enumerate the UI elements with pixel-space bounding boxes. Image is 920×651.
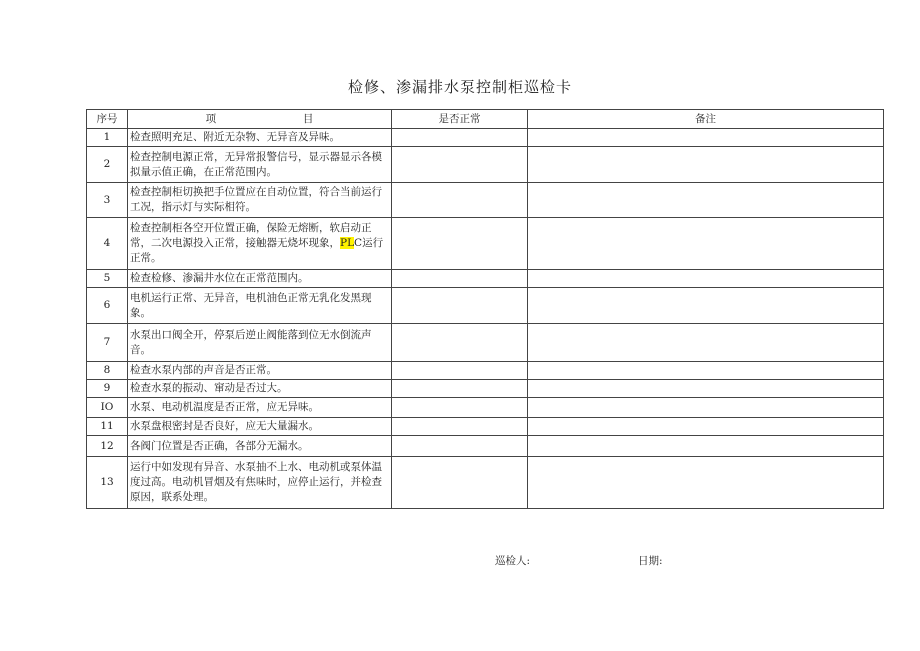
row-remark-cell[interactable] (528, 183, 884, 218)
table-row (87, 436, 884, 457)
row-index: 1 (87, 129, 128, 147)
row-remark-cell[interactable] (528, 436, 884, 457)
row-item-text: 检查水泵内部的声音是否正常。 (128, 362, 392, 380)
table-header-row (87, 110, 884, 129)
highlighted-text: PL (340, 237, 355, 249)
row-remark-cell[interactable] (528, 380, 884, 398)
header-item-part2: 目 (302, 112, 314, 125)
row-item-text: 电机运行正常、无异音，电机油色正常无乳化发黑现象。 (128, 288, 392, 324)
row-index: 5 (87, 270, 128, 288)
row-item-text: 水泵出口阀全开，停泵后逆止阀能落到位无水倒流声音。 (128, 324, 392, 362)
row-index: 8 (87, 362, 128, 380)
row-item-text: 检查控制柜切换把手位置应在自动位置，符合当前运行工况，指示灯与实际相符。 (128, 183, 392, 218)
row-remark-cell[interactable] (528, 362, 884, 380)
row-normal-cell[interactable] (392, 147, 528, 183)
row-normal-cell[interactable] (392, 436, 528, 457)
table-row (87, 218, 884, 270)
date-label: 日期: (638, 555, 663, 567)
row-normal-cell[interactable] (392, 457, 528, 509)
row-index: 6 (87, 288, 128, 324)
table-row (87, 129, 884, 147)
header-item-part1: 项 (205, 112, 217, 125)
row-index: 2 (87, 147, 128, 183)
row-item-text: 水泵、电动机温度是否正常，应无异味。 (128, 398, 392, 418)
row-item-text: 检查检修、渗漏井水位在正常范围内。 (128, 270, 392, 288)
row-normal-cell[interactable] (392, 324, 528, 362)
row-remark-cell[interactable] (528, 398, 884, 418)
inspection-table (86, 109, 884, 509)
row-index: 12 (87, 436, 128, 457)
header-normal: 是否正常 (392, 110, 528, 129)
row-item-text: 检查照明充足、附近无杂物、无异音及异味。 (128, 129, 392, 147)
row-index: 3 (87, 183, 128, 218)
row-normal-cell[interactable] (392, 418, 528, 436)
row-remark-cell[interactable] (528, 129, 884, 147)
table-row (87, 418, 884, 436)
inspector-label: 巡检人: (495, 555, 531, 567)
header-index: 序号 (87, 110, 128, 129)
row-item-text: 水泵盘根密封是否良好，应无大量漏水。 (128, 418, 392, 436)
row-normal-cell[interactable] (392, 362, 528, 380)
row-item-text: 检查控制电源正常，无异常报警信号，显示器显示各模拟量示值正确，在正常范围内。 (128, 147, 392, 183)
row-remark-cell[interactable] (528, 147, 884, 183)
row-normal-cell[interactable] (392, 270, 528, 288)
row-item-text: 检查水泵的振动、窜动是否过大。 (128, 380, 392, 398)
row-item-text (128, 218, 392, 270)
table-row (87, 270, 884, 288)
row-index: 4 (87, 218, 128, 270)
row-remark-cell[interactable] (528, 418, 884, 436)
row-normal-cell[interactable] (392, 129, 528, 147)
table-row (87, 398, 884, 418)
table-row (87, 362, 884, 380)
row-index: 13 (87, 457, 128, 509)
table-row (87, 183, 884, 218)
row-remark-cell[interactable] (528, 324, 884, 362)
row-item-text-part: 检查控制柜各空开位置正确，保险无熔断，软启动正常，二次电源投入正常，接触器无烧坏现象， (130, 222, 372, 249)
row-index: 7 (87, 324, 128, 362)
row-index: 11 (87, 418, 128, 436)
row-remark-cell[interactable] (528, 270, 884, 288)
row-normal-cell[interactable] (392, 183, 528, 218)
table-row (87, 380, 884, 398)
row-remark-cell[interactable] (528, 218, 884, 270)
row-normal-cell[interactable] (392, 398, 528, 418)
table-row (87, 457, 884, 509)
row-remark-cell[interactable] (528, 457, 884, 509)
row-normal-cell[interactable] (392, 288, 528, 324)
table-row (87, 147, 884, 183)
row-index: IO (87, 398, 128, 418)
row-item-text-part: C运行正常。 (130, 237, 384, 264)
table-row (87, 288, 884, 324)
row-item-text: 各阀门位置是否正确，各部分无漏水。 (128, 436, 392, 457)
page-title: 检修、渗漏排水泵控制柜巡检卡 (347, 78, 572, 96)
header-item (128, 110, 392, 129)
row-index: 9 (87, 380, 128, 398)
table-row (87, 324, 884, 362)
header-remark: 备注 (528, 110, 884, 129)
row-normal-cell[interactable] (392, 380, 528, 398)
row-remark-cell[interactable] (528, 288, 884, 324)
row-item-text: 运行中如发现有异音、水泵抽不上水、电动机或泵体温度过高。电动机冒烟及有焦味时，应停止运行，并检查原因，联系处理。 (128, 457, 392, 509)
row-normal-cell[interactable] (392, 218, 528, 270)
